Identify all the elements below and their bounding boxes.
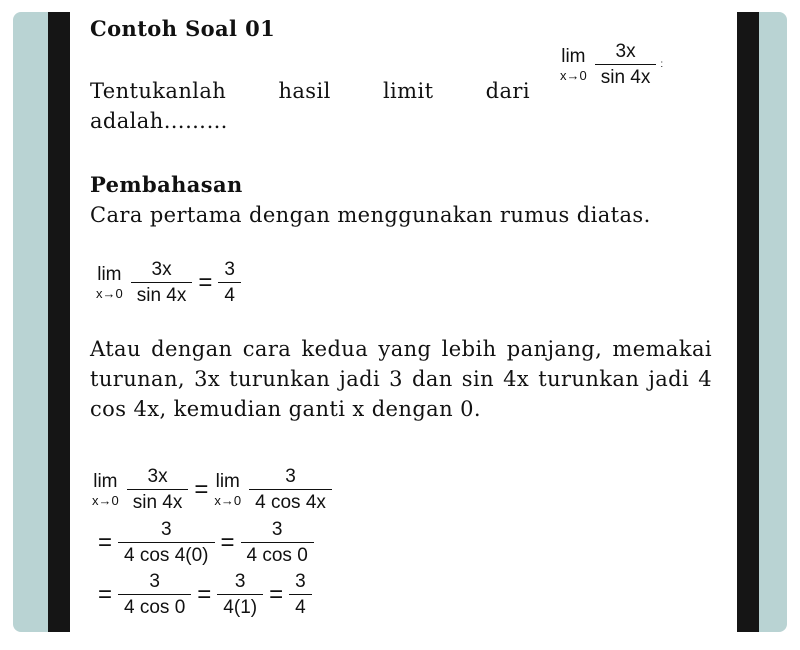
limit-operator: lim x→0 — [214, 471, 242, 508]
example-title: Contoh Soal 01 — [90, 16, 276, 41]
fraction: $\frac{3}{4 \cos 0}$ — [241, 520, 314, 565]
fraction: $\frac{3}{4 \cos 0}$ — [118, 572, 191, 617]
right-border-bar — [737, 12, 759, 632]
limit-operator: lim x→0 — [96, 264, 123, 301]
question-limit-expression: lim x→0 $\frac{3x}{\sin 4x}$ : — [560, 41, 664, 88]
discussion-heading: Pembahasan — [90, 172, 243, 197]
method1-paragraph: Cara pertama dengan menggunakan rumus diatas. — [90, 203, 651, 227]
limit-operator: lim x→0 — [560, 46, 587, 83]
method2-equation-line1: lim x→0 $\frac{3x}{\sin 4x}$ = lim x→0 $\frac{3}{4 \cos 4x}$ — [92, 467, 332, 512]
question-text-line1: Tentukanlah hasil limit dari — [90, 79, 530, 103]
question-fraction: $\frac{3x}{\sin 4x}$ — [595, 42, 657, 87]
result-fraction: $\frac{3}{4}$ — [289, 572, 312, 617]
fraction: $\frac{3x}{\sin 4x}$ — [127, 467, 189, 512]
fraction: $\frac{3}{4 \cos 4(0)}$ — [118, 520, 214, 565]
result-fraction: $\frac{3}{4}$ — [218, 260, 241, 305]
content-page — [70, 12, 737, 632]
fraction: $\frac{3}{4(1)}$ — [217, 572, 263, 617]
left-border-bar — [48, 12, 70, 632]
fraction: $\frac{3x}{\sin 4x}$ — [131, 260, 193, 305]
limit-operator: lim x→0 — [92, 471, 119, 508]
method2-equation-line2: = $\frac{3}{4 \cos 4(0)}$ = $\frac{3}{4 \cos 0}$ — [92, 520, 314, 565]
method2-paragraph: Atau dengan cara kedua yang lebih panjang, memakai turunan, 3x turunkan jadi 3 dan sin 4x turunkan jadi 4 cos 4x, kemudian ganti x dengan 0. — [90, 337, 712, 421]
method1-equation: lim x→0 $\frac{3x}{\sin 4x}$ = $\frac{3}{4}$ — [96, 260, 241, 305]
fraction: $\frac{3}{4 \cos 4x}$ — [249, 467, 332, 512]
question-text-line2: adalah……… — [90, 109, 228, 133]
method2-equation-line3: = $\frac{3}{4 \cos 0}$ = $\frac{3}{4(1)}$ = $\frac{3}{4}$ — [92, 572, 312, 617]
